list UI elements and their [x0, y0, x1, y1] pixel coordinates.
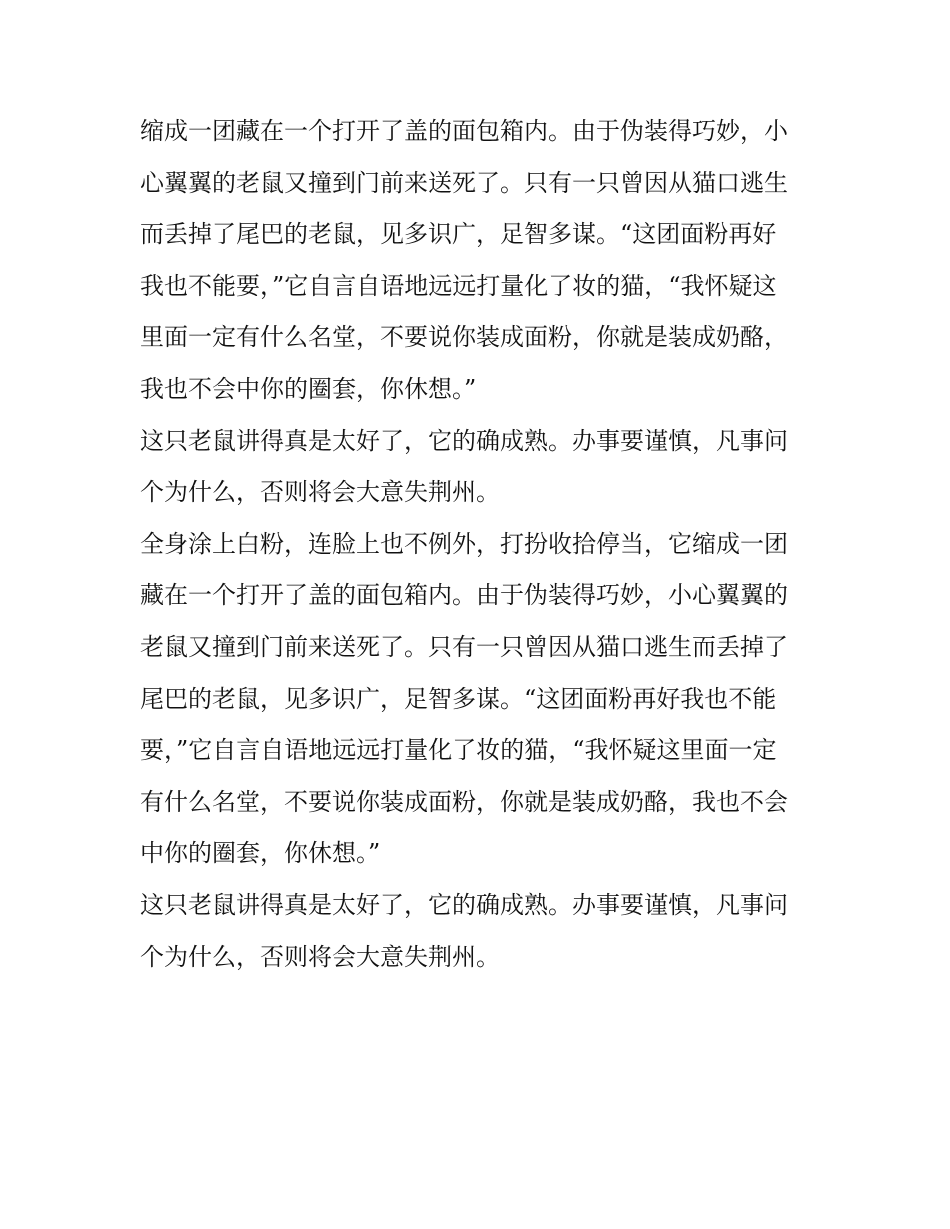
- text-line: 缩成一团藏在一个打开了盖的面包箱内。由于伪装得巧妙，小: [140, 117, 788, 145]
- text-line: 老鼠又撞到门前来送死了。只有一只曾因从猫口逃生而丢掉了: [140, 632, 788, 661]
- text-line: 而丢掉了尾巴的老鼠，见多识广，足智多谋。“这团面粉再好: [140, 220, 777, 249]
- text-line: 个为什么，否则将会大意失荆州。: [140, 478, 500, 507]
- text-line: 尾巴的老鼠，见多识广，足智多谋。“这团面粉再好我也不能: [140, 684, 777, 713]
- text-line: 这只老鼠讲得真是太好了，它的确成熟。办事要谨慎，凡事问: [140, 426, 788, 455]
- text-line: 里面一定有什么名堂，不要说你装成面粉，你就是装成奶酪，: [140, 323, 788, 352]
- text-line: 藏在一个打开了盖的面包箱内。由于伪装得巧妙，小心翼翼的: [140, 581, 788, 610]
- text-line: 这只老鼠讲得真是太好了，它的确成熟。办事要谨慎，凡事问: [140, 890, 788, 919]
- body-text: [140, 106, 812, 983]
- text-line: 个为什么，否则将会大意失荆州。: [140, 942, 500, 971]
- text-line: 心翼翼的老鼠又撞到门前来送死了。只有一只曾因从猫口逃生: [140, 168, 788, 197]
- text-line: 要，”它自言自语地远远打量化了妆的猫，“我怀疑这里面一定: [140, 736, 777, 765]
- text-line: 我也不能要，”它自言自语地远远打量化了妆的猫，“我怀疑这: [140, 271, 777, 300]
- text-line: 全身涂上白粉，连脸上也不例外，打扮收拾停当，它缩成一团: [140, 529, 788, 558]
- text-line: 有什么名堂，不要说你装成面粉，你就是装成奶酪，我也不会: [140, 787, 788, 816]
- text-line: 中你的圈套，你休想。”: [140, 839, 381, 868]
- text-line: 我也不会中你的圈套，你休想。”: [140, 374, 477, 403]
